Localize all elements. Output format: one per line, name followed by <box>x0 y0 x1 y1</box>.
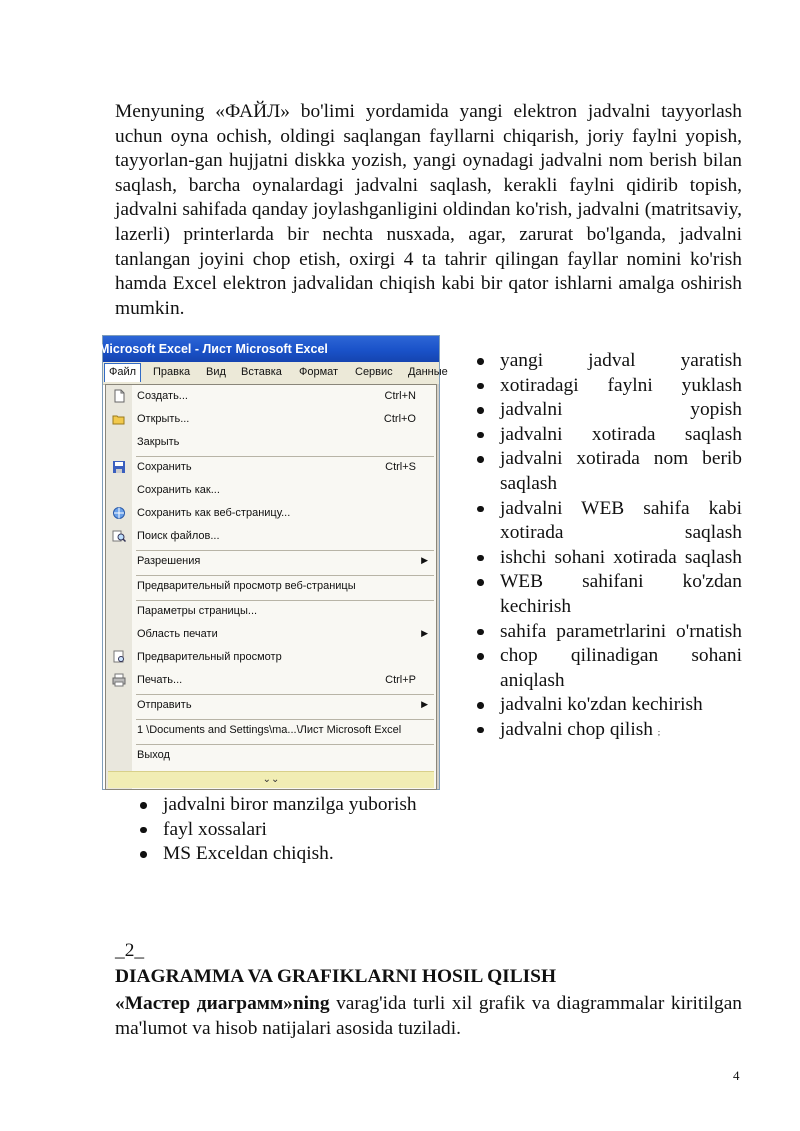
menu-item-save-as-web[interactable]: Сохранить как веб-страницу... <box>106 503 436 525</box>
menu-view[interactable]: Вид <box>206 366 226 378</box>
excel-file-menu-screenshot <box>99 335 448 790</box>
menu-item-print-area[interactable]: Область печати ▶ <box>137 628 428 640</box>
menu-item-print-preview[interactable]: Предварительный просмотр <box>106 647 436 669</box>
web-page-icon <box>112 506 126 520</box>
page-number: 4 <box>733 1068 740 1083</box>
section-paragraph: «Мастер диаграмм»ning varag'ida turli xil grafik va diagrammalar kiritilgan ma'lumot va hisob natijalari asosida tuziladi. <box>115 993 742 1039</box>
search-files-icon <box>112 529 126 543</box>
list-item: MS Exceldan chiqish. <box>135 842 455 867</box>
list-item: jadvalni biror manzilga yuborish <box>135 793 455 818</box>
menu-item-file-search[interactable]: Поиск файлов... <box>106 526 436 548</box>
menu-item-send-to[interactable]: Отправить ▶ <box>137 699 428 711</box>
menu-item-page-setup[interactable]: Параметры страницы... <box>137 605 258 617</box>
right-bullet-list <box>472 349 742 746</box>
section-lead: «Мастер диаграмм»ning <box>115 993 330 1014</box>
menu-format[interactable]: Формат <box>299 366 339 378</box>
list-item: jadvalni xotirada nom berib saqlash <box>472 447 742 496</box>
section-heading: DIAGRAMMA VA GRAFIKLARNI HOSIL QILISH <box>115 966 557 987</box>
submenu-arrow-icon: ▶ <box>421 699 428 709</box>
list-item: yangi jadval yaratish <box>472 349 742 374</box>
menu-data[interactable]: Данные <box>408 366 448 378</box>
menu-file[interactable]: Файл <box>104 363 141 382</box>
menu-item-open[interactable]: Открыть... Ctrl+O <box>106 409 436 431</box>
menu-tools[interactable]: Сервис <box>355 366 393 378</box>
list-item: jadvalni xotirada saqlash <box>472 423 742 448</box>
list-item: xotiradagi faylni yuklash <box>472 374 742 399</box>
list-item: chop qilinadigan sohani aniqlash <box>472 644 742 693</box>
list-item: jadvalni yopish <box>472 398 742 423</box>
list-item: jadvalni ko'zdan kechirish <box>472 693 742 718</box>
menu-item-exit[interactable]: Выход <box>137 749 170 761</box>
menu-item-close[interactable]: Закрыть <box>137 436 180 448</box>
menu-item-permissions[interactable]: Разрешения ▶ <box>137 555 428 567</box>
print-preview-icon <box>112 650 126 664</box>
menu-item-new[interactable]: Создать... Ctrl+N <box>106 386 436 408</box>
open-folder-icon <box>112 412 126 426</box>
excel-menu-bar <box>103 362 448 385</box>
submenu-arrow-icon: ▶ <box>421 628 428 638</box>
excel-title-bar: Microsoft Excel - Лист Microsoft Excel <box>103 336 439 362</box>
new-document-icon <box>112 389 126 403</box>
intro-paragraph: Menyuning «ФАЙЛ» bo'limi yordamida yangi elektron jadvalni tayyorlash uchun oyna ochish, oldingi saqlangan fayllarni chiqarish, joriy faylni yopish, tayyorlan-gan hujjatni diskka yozish, yangi oynadagi jadvalni nom berish bilan saqlash, barcha oynalardagi jadvalni saqlash, kerakli faylni qidirib topish, jadvalni sahifada qanday joylashganligini oldindan ko'rish, jadvalni (matritsaviy, lazerli) printerlarda bir nechta nusxada, agar, zarurat bo'lganda, jadvalni tanlangan joyini chop etish, oxirgi 4 ta tahrir qilingan fayllar nomini ko'rish hamda Excel elektron jadvalidan chiqish kabi bir qator ishlarni amalga oshirish mumkin. <box>115 101 742 319</box>
menu-item-save-as[interactable]: Сохранить как... <box>137 484 220 496</box>
printer-icon <box>112 673 126 687</box>
section-marker: _2_ <box>115 940 145 961</box>
list-item: sahifa parametrlarini o'rnatish <box>472 620 742 645</box>
menu-item-print[interactable]: Печать... Ctrl+P <box>106 670 436 692</box>
submenu-arrow-icon: ▶ <box>421 555 428 565</box>
save-disk-icon <box>112 460 126 474</box>
file-dropdown-menu <box>105 384 437 790</box>
list-item: jadvalni chop qilish ; <box>472 718 742 746</box>
list-item: ishchi sohani xotirada saqlash <box>472 546 742 571</box>
list-item: fayl xossalari <box>135 818 455 843</box>
menu-item-web-preview[interactable]: Предварительный просмотр веб-страницы <box>137 580 356 592</box>
list-item: WEB sahifani ko'zdan kechirish <box>472 570 742 619</box>
menu-expand-button[interactable] <box>108 771 434 788</box>
menu-edit[interactable]: Правка <box>153 366 191 378</box>
menu-item-recent-file[interactable]: 1 \Documents and Settings\ma...\Лист Microsoft Excel <box>137 724 402 736</box>
list-item: jadvalni WEB sahifa kabi xotirada saqlash <box>472 497 742 546</box>
menu-insert[interactable]: Вставка <box>241 366 282 378</box>
double-chevron-down-icon: ⌄⌄ <box>262 774 280 785</box>
menu-item-save[interactable]: Сохранить Ctrl+S <box>106 457 436 479</box>
bottom-bullet-list <box>135 793 455 867</box>
